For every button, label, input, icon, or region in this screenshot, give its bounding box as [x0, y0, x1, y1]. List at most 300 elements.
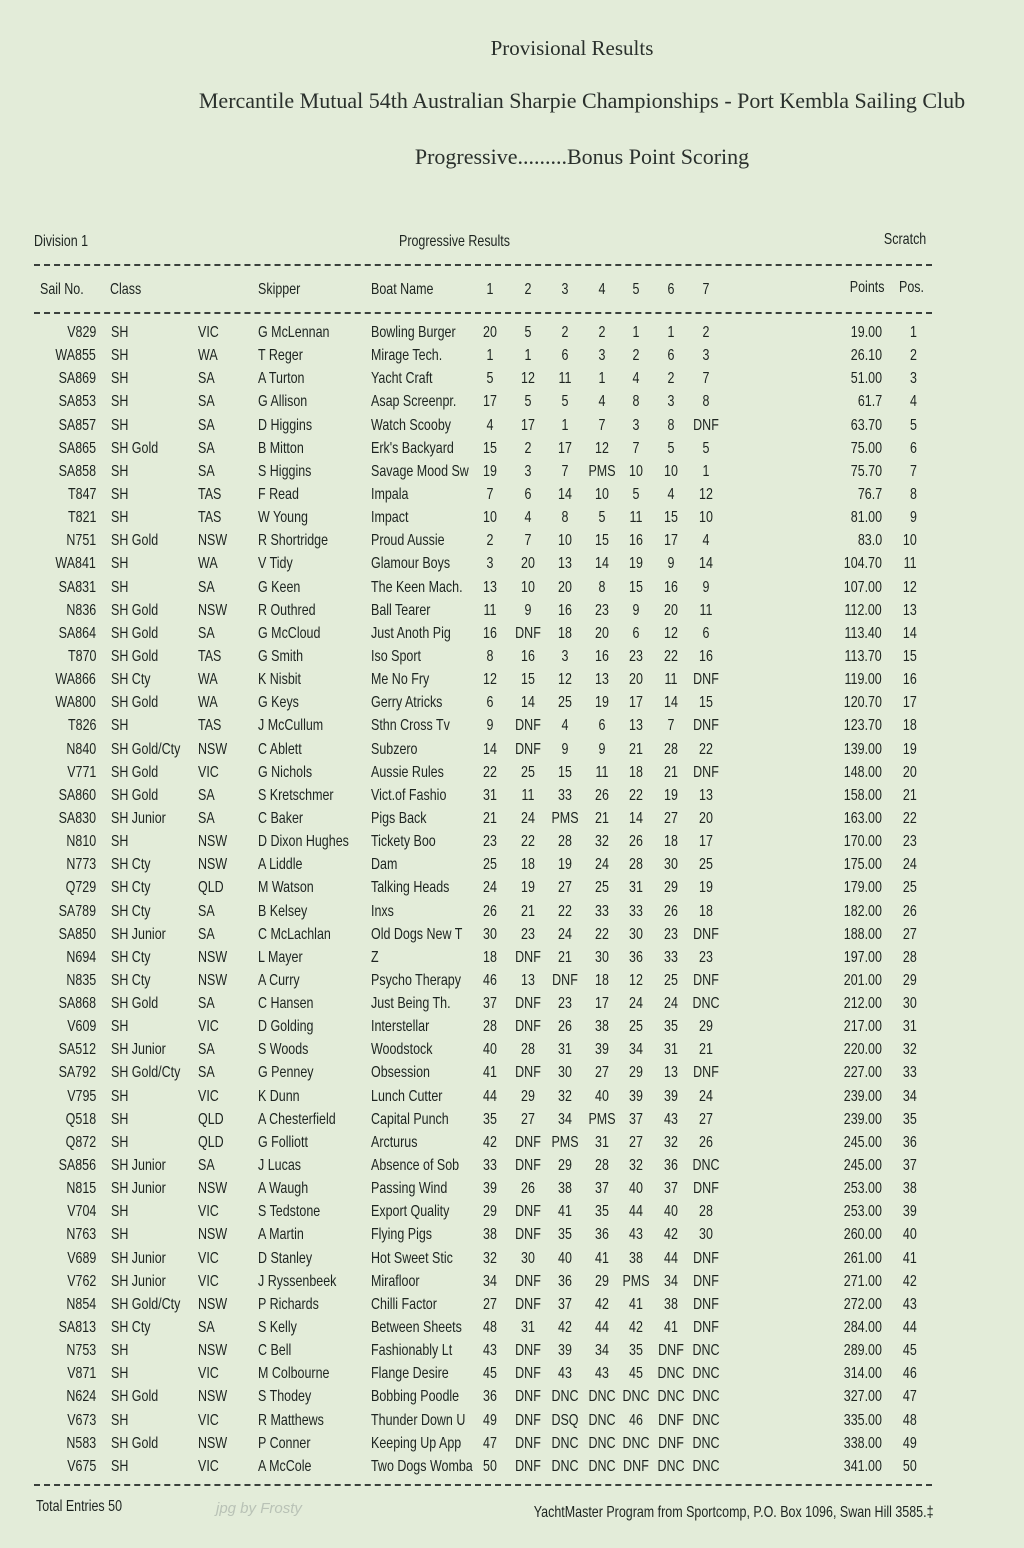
scoring-method: Progressive.........Bonus Point Scoring — [414, 144, 750, 169]
race-2-result: DNF — [515, 1133, 541, 1151]
race-7-result: 3 — [702, 347, 710, 365]
points: 227.00 — [843, 1064, 882, 1082]
sail-number: N835 — [66, 971, 96, 989]
points: 197.00 — [843, 948, 882, 966]
race-6-result: 34 — [664, 1272, 678, 1290]
boat-name: Me No Fry — [371, 671, 430, 689]
header-race-2: 2 — [524, 281, 532, 298]
sail-number: WA800 — [55, 694, 96, 712]
skipper: B Kelsey — [258, 902, 308, 920]
race-2-result: 7 — [524, 532, 532, 550]
race-6-result: 32 — [664, 1133, 678, 1151]
race-7-result: DNF — [693, 1180, 719, 1198]
state: SA — [198, 902, 215, 920]
state: SA — [198, 370, 215, 388]
skipper: T Reger — [258, 347, 303, 365]
race-3-result: 21 — [558, 948, 572, 966]
points: 220.00 — [843, 1041, 882, 1059]
race-2-result: DNF — [515, 1018, 541, 1036]
race-2-result: DNF — [515, 1295, 541, 1313]
sail-number: N763 — [66, 1226, 96, 1244]
boat-name: Vict.of Fashio — [371, 786, 447, 804]
state: SA — [198, 1157, 215, 1175]
race-4-result: 34 — [595, 1342, 609, 1360]
state: WA — [198, 671, 218, 689]
table-row — [0, 856, 1024, 879]
race-4-result: 14 — [595, 555, 609, 573]
sail-number: SA792 — [58, 1064, 96, 1082]
race-7-result: 28 — [699, 1203, 713, 1221]
sail-number: T826 — [67, 717, 96, 735]
boat-name: Proud Aussie — [371, 532, 445, 550]
race-6-result: 12 — [664, 624, 678, 642]
boat-name: Flange Desire — [371, 1365, 449, 1383]
position: 17 — [903, 694, 917, 712]
class: SH Junior — [111, 1249, 166, 1267]
sail-number: SA857 — [58, 416, 96, 434]
race-2-result: 17 — [521, 416, 535, 434]
position: 27 — [903, 925, 917, 943]
race-5-result: 23 — [629, 647, 643, 665]
race-4-result: 7 — [598, 416, 606, 434]
race-3-result: DNC — [551, 1434, 579, 1452]
race-7-result: DNC — [692, 1411, 720, 1429]
race-1-result: 4 — [486, 416, 494, 434]
state: NSW — [198, 1295, 228, 1313]
class: SH — [111, 1018, 129, 1036]
race-7-result: 23 — [699, 948, 713, 966]
boat-name: Two Dogs Womba — [371, 1457, 473, 1475]
skipper: A Waugh — [258, 1180, 309, 1198]
state: NSW — [198, 833, 228, 851]
race-7-result: DNC — [692, 1342, 720, 1360]
sail-number: SA868 — [58, 995, 96, 1013]
points: 314.00 — [843, 1365, 882, 1383]
race-2-result: 24 — [521, 809, 535, 827]
sail-number: N751 — [66, 532, 96, 550]
class: SH Cty — [111, 1319, 151, 1337]
race-1-result: 45 — [483, 1365, 497, 1383]
race-6-result: 29 — [664, 879, 678, 897]
class: SH — [111, 393, 129, 411]
skipper: A Turton — [258, 370, 305, 388]
race-3-result: PMS — [551, 809, 579, 827]
boat-name: Chilli Factor — [371, 1295, 437, 1313]
class: SH Cty — [111, 856, 151, 874]
race-1-result: 33 — [483, 1157, 497, 1175]
race-2-result: 21 — [521, 902, 535, 920]
race-7-result: 2 — [702, 324, 710, 341]
race-4-result: 21 — [595, 809, 609, 827]
race-7-result: DNC — [692, 1365, 720, 1383]
skipper: A Chesterfield — [258, 1110, 336, 1128]
state: NSW — [198, 1434, 228, 1452]
position: 44 — [903, 1319, 917, 1337]
race-6-result: DNF — [658, 1434, 684, 1452]
race-4-result: 5 — [598, 509, 606, 527]
skipper: A Liddle — [258, 856, 303, 874]
skipper: C Baker — [258, 809, 304, 827]
skipper: G McCloud — [258, 624, 321, 642]
state: NSW — [198, 971, 228, 989]
race-3-result: 36 — [558, 1272, 572, 1290]
race-3-result: 29 — [558, 1157, 572, 1175]
class: SH Cty — [111, 948, 151, 966]
race-2-result: 4 — [524, 509, 532, 527]
skipper: F Read — [258, 485, 299, 503]
race-1-result: 50 — [483, 1457, 497, 1475]
table-row — [0, 1203, 1024, 1226]
race-5-result: 17 — [629, 694, 643, 712]
points: 83.0 — [857, 532, 882, 550]
race-3-result: 41 — [558, 1203, 572, 1221]
divider — [34, 264, 932, 266]
boat-name: Old Dogs New T — [371, 925, 463, 943]
race-7-result: 25 — [699, 856, 713, 874]
race-4-result: 39 — [595, 1041, 609, 1059]
boat-name: Just Anoth Pig — [371, 624, 451, 642]
race-4-result: 19 — [595, 694, 609, 712]
race-1-result: 27 — [483, 1295, 497, 1313]
class: SH — [111, 717, 129, 735]
skipper: C Bell — [258, 1342, 292, 1360]
race-6-result: 22 — [664, 647, 678, 665]
boat-name: Hot Sweet Stic — [371, 1249, 453, 1267]
race-4-result: 33 — [595, 902, 609, 920]
race-2-result: DNF — [515, 1157, 541, 1175]
boat-name: The Keen Mach. — [371, 578, 463, 596]
sail-number: T870 — [67, 647, 96, 665]
class: SH Cty — [111, 671, 151, 689]
race-7-result: DNF — [693, 763, 719, 781]
race-6-result: 3 — [667, 393, 675, 411]
header-race-7: 7 — [702, 281, 710, 298]
race-3-result: 25 — [558, 694, 572, 712]
sail-number: V795 — [66, 1087, 96, 1105]
section-label: Progressive Results — [399, 233, 510, 250]
sail-number: N840 — [66, 740, 96, 758]
race-6-result: 18 — [664, 833, 678, 851]
race-1-result: 48 — [483, 1319, 497, 1337]
race-1-result: 32 — [483, 1249, 497, 1267]
table-row — [0, 1319, 1024, 1342]
race-3-result: 8 — [561, 509, 569, 527]
state: NSW — [198, 1226, 228, 1244]
state: SA — [198, 1319, 215, 1337]
skipper: S Kelly — [258, 1319, 297, 1337]
race-4-result: 41 — [595, 1249, 609, 1267]
race-5-result: 30 — [629, 925, 643, 943]
race-4-result: 4 — [598, 393, 606, 411]
sail-number: Q729 — [65, 879, 96, 897]
race-1-result: 37 — [483, 995, 497, 1013]
state: VIC — [198, 763, 219, 781]
race-4-result: 36 — [595, 1226, 609, 1244]
race-3-result: 17 — [558, 439, 572, 457]
points: 63.70 — [850, 416, 882, 434]
race-4-result: 32 — [595, 833, 609, 851]
skipper: C McLachlan — [258, 925, 331, 943]
race-3-result: 18 — [558, 624, 572, 642]
header-points: Points — [849, 279, 884, 296]
race-7-result: DNF — [693, 1272, 719, 1290]
race-5-result: 11 — [629, 509, 643, 527]
skipper: G Keys — [258, 694, 299, 712]
race-1-result: 40 — [483, 1041, 497, 1059]
table-row — [0, 1296, 1024, 1319]
race-3-result: 19 — [558, 856, 572, 874]
position: 13 — [903, 601, 917, 619]
race-5-result: 15 — [629, 578, 643, 596]
race-3-result: 6 — [561, 347, 569, 365]
boat-name: Iso Sport — [371, 647, 421, 665]
state: SA — [198, 1041, 215, 1059]
table-row — [0, 1041, 1024, 1064]
class: SH Gold — [111, 995, 159, 1013]
sail-number: SA789 — [58, 902, 96, 920]
table-row — [0, 717, 1024, 740]
position: 38 — [903, 1180, 917, 1198]
points: 182.00 — [843, 902, 882, 920]
position: 3 — [910, 370, 917, 388]
class: SH Junior — [111, 1272, 166, 1290]
position: 19 — [903, 740, 917, 758]
class: SH — [111, 1365, 129, 1383]
skipper: G McLennan — [258, 324, 330, 341]
race-6-result: 5 — [667, 439, 675, 457]
state: NSW — [198, 1342, 228, 1360]
boat-name: Bobbing Poodle — [371, 1388, 460, 1406]
race-3-result: DNC — [551, 1388, 579, 1406]
race-1-result: 39 — [483, 1180, 497, 1198]
race-3-result: 12 — [558, 671, 572, 689]
class: SH — [111, 1203, 129, 1221]
class: SH Junior — [111, 1157, 166, 1175]
race-6-result: 7 — [667, 717, 675, 735]
race-2-result: DNF — [515, 1064, 541, 1082]
race-6-result: DNF — [658, 1342, 684, 1360]
race-6-result: 16 — [664, 578, 678, 596]
table-row — [0, 1365, 1024, 1388]
state: SA — [198, 809, 215, 827]
points: 158.00 — [843, 786, 882, 804]
class: SH Gold/Cty — [111, 740, 181, 758]
sail-number: SA860 — [58, 786, 96, 804]
state: QLD — [198, 1110, 224, 1128]
position: 49 — [903, 1434, 917, 1452]
sail-number: WA841 — [55, 555, 96, 573]
points: 217.00 — [843, 1018, 882, 1036]
boat-name: Sthn Cross Tv — [371, 717, 450, 735]
boat-name: Lunch Cutter — [371, 1087, 443, 1105]
race-3-result: DNF — [552, 971, 578, 989]
points: 119.00 — [844, 671, 882, 689]
sail-number: SA813 — [58, 1319, 96, 1337]
class: SH Gold — [111, 647, 159, 665]
sail-number: SA850 — [58, 925, 96, 943]
skipper: M Colbourne — [258, 1365, 330, 1383]
table-row — [0, 903, 1024, 926]
boat-name: Obsession — [371, 1064, 430, 1082]
class: SH — [111, 1411, 129, 1429]
state: SA — [198, 462, 215, 480]
class: SH Gold — [111, 601, 159, 619]
table-row — [0, 370, 1024, 393]
class: SH — [111, 833, 129, 851]
race-1-result: 6 — [486, 694, 494, 712]
position: 32 — [903, 1041, 917, 1059]
race-7-result: DNF — [693, 1249, 719, 1267]
class: SH Gold — [111, 694, 159, 712]
points: 284.00 — [843, 1319, 882, 1337]
sail-number: T821 — [67, 509, 96, 527]
points: 261.00 — [843, 1249, 882, 1267]
state: VIC — [198, 1087, 219, 1105]
race-4-result: DNC — [588, 1388, 616, 1406]
race-4-result: 22 — [595, 925, 609, 943]
race-1-result: 42 — [483, 1133, 497, 1151]
race-5-result: 3 — [632, 416, 640, 434]
sail-number: V771 — [66, 763, 96, 781]
class: SH Gold — [111, 763, 159, 781]
race-5-result: 44 — [629, 1203, 643, 1221]
class: SH — [111, 555, 129, 573]
race-4-result: 17 — [595, 995, 609, 1013]
race-5-result: 28 — [629, 856, 643, 874]
race-5-result: 19 — [629, 555, 643, 573]
race-5-result: 42 — [629, 1319, 643, 1337]
header-race-6: 6 — [667, 281, 675, 298]
table-row — [0, 1342, 1024, 1365]
boat-name: Arcturus — [371, 1133, 418, 1151]
race-2-result: 3 — [524, 462, 532, 480]
race-7-result: DNF — [693, 416, 719, 434]
race-1-result: 28 — [483, 1018, 497, 1036]
points: 212.00 — [843, 995, 882, 1013]
position: 10 — [903, 532, 917, 550]
race-1-result: 13 — [483, 578, 497, 596]
race-5-result: PMS — [622, 1272, 650, 1290]
software-credit: YachtMaster Program from Sportcomp, P.O. Box 1096, Swan Hill 3585.‡ — [534, 1504, 934, 1521]
division-label: Division 1 — [34, 233, 89, 250]
table-row — [0, 1412, 1024, 1435]
points: 104.70 — [843, 555, 882, 573]
race-4-result: 42 — [595, 1295, 609, 1313]
skipper: G Penney — [258, 1064, 314, 1082]
race-2-result: DNF — [515, 1203, 541, 1221]
race-3-result: 9 — [561, 740, 569, 758]
race-3-result: 39 — [558, 1342, 572, 1360]
skipper: B Mitton — [258, 439, 304, 457]
race-1-result: 31 — [483, 786, 497, 804]
race-6-result: 21 — [664, 763, 678, 781]
race-3-result: 42 — [558, 1319, 572, 1337]
race-7-result: 7 — [702, 370, 710, 388]
table-row — [0, 1250, 1024, 1273]
class: SH Junior — [111, 1041, 166, 1059]
race-1-result: 15 — [483, 439, 497, 457]
race-1-result: 22 — [483, 763, 497, 781]
race-3-result: 33 — [558, 786, 572, 804]
state: VIC — [198, 1457, 219, 1475]
race-2-result: 10 — [521, 578, 535, 596]
position: 45 — [903, 1342, 917, 1360]
class: SH Junior — [111, 809, 166, 827]
race-3-result: 10 — [558, 532, 572, 550]
race-2-result: 14 — [521, 694, 535, 712]
class: SH — [111, 416, 129, 434]
state: VIC — [198, 1365, 219, 1383]
points: 123.70 — [843, 717, 882, 735]
position: 29 — [903, 971, 917, 989]
race-7-result: 18 — [699, 902, 713, 920]
skipper: C Hansen — [258, 995, 314, 1013]
boat-name: Fashionably Lt — [371, 1342, 453, 1360]
race-5-result: DNC — [622, 1434, 650, 1452]
position: 31 — [903, 1018, 917, 1036]
race-2-result: 2 — [524, 439, 532, 457]
race-3-result: 30 — [558, 1064, 572, 1082]
race-5-result: 31 — [629, 879, 643, 897]
race-3-result: 40 — [558, 1249, 572, 1267]
skipper: J McCullum — [258, 717, 324, 735]
race-5-result: 33 — [629, 902, 643, 920]
boat-name: Between Sheets — [371, 1319, 462, 1337]
class: SH — [111, 578, 129, 596]
race-4-result: 24 — [595, 856, 609, 874]
state: WA — [198, 347, 218, 365]
watermark: jpg by Frosty — [216, 1500, 302, 1517]
race-2-result: DNF — [515, 1226, 541, 1244]
race-5-result: 26 — [629, 833, 643, 851]
race-2-result: DNF — [515, 1342, 541, 1360]
race-6-result: 2 — [667, 370, 675, 388]
race-4-result: 25 — [595, 879, 609, 897]
boat-name: Psycho Therapy — [371, 971, 461, 989]
header-skipper: Skipper — [258, 281, 301, 298]
race-2-result: 19 — [521, 879, 535, 897]
race-7-result: 15 — [699, 694, 713, 712]
position: 8 — [910, 485, 917, 503]
race-2-result: DNF — [515, 740, 541, 758]
table-row — [0, 393, 1024, 416]
race-4-result: 30 — [595, 948, 609, 966]
race-2-result: 6 — [524, 485, 532, 503]
race-2-result: DNF — [515, 1388, 541, 1406]
race-7-result: DNF — [693, 1064, 719, 1082]
position: 47 — [903, 1388, 917, 1406]
race-1-result: 14 — [483, 740, 497, 758]
race-2-result: 23 — [521, 925, 535, 943]
table-row — [0, 1273, 1024, 1296]
race-2-result: DNF — [515, 1434, 541, 1452]
race-4-result: 16 — [595, 647, 609, 665]
race-5-result: 16 — [629, 532, 643, 550]
position: 50 — [903, 1457, 917, 1475]
boat-name: Woodstock — [371, 1041, 433, 1059]
class: SH Cty — [111, 879, 151, 897]
position: 2 — [910, 347, 917, 365]
boat-name: Inxs — [371, 902, 394, 920]
race-4-result: 9 — [598, 740, 606, 758]
boat-name: Gerry Atricks — [371, 694, 443, 712]
race-6-result: 31 — [664, 1041, 678, 1059]
position: 20 — [903, 763, 917, 781]
sail-number: Q872 — [65, 1133, 96, 1151]
boat-name: Watch Scooby — [371, 416, 451, 434]
race-6-result: 28 — [664, 740, 678, 758]
class: SH — [111, 1110, 129, 1128]
